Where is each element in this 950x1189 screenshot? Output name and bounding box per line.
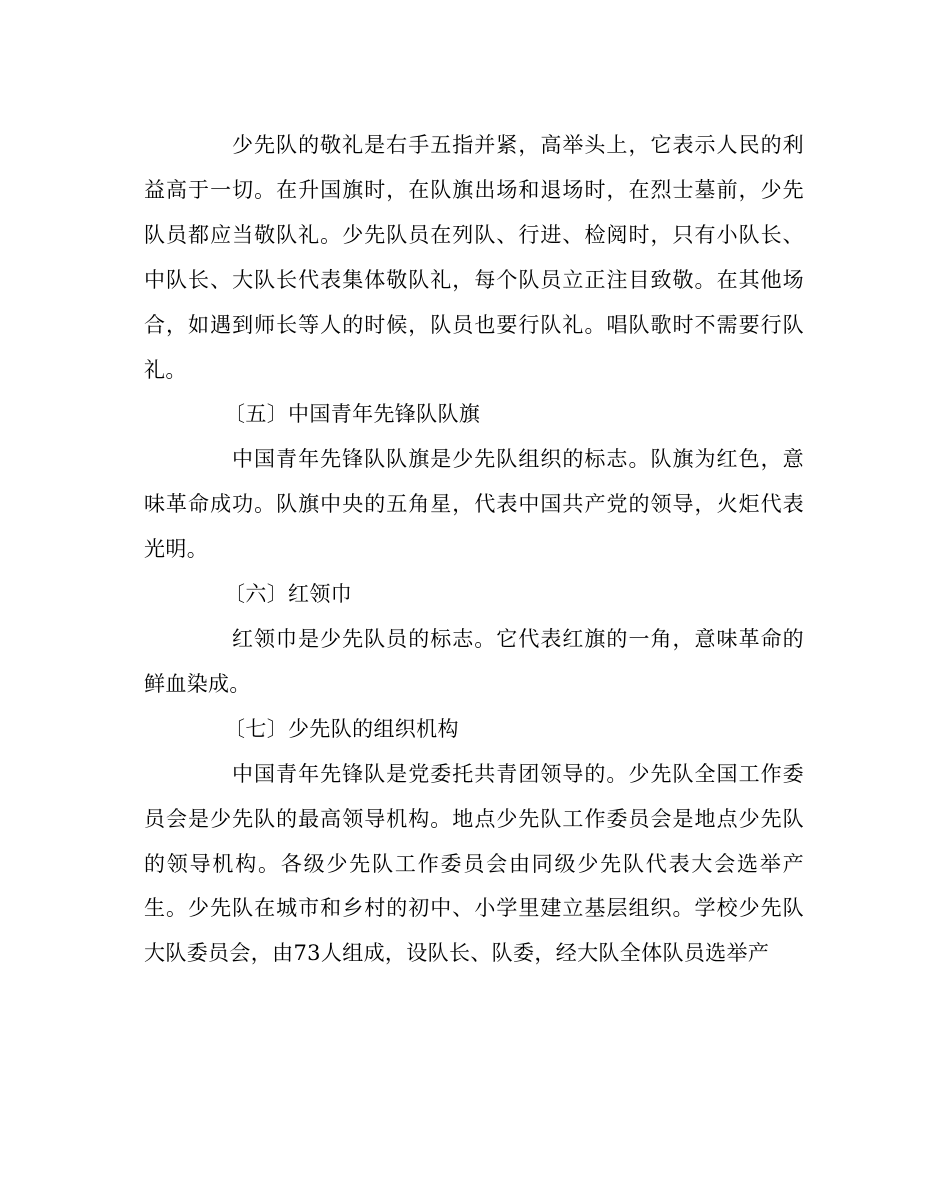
heading-organization: 〔七〕少先队的组织机构	[224, 716, 459, 741]
paragraph-flag: 中国青年先锋队队旗是少先队组织的标志。队旗为红色，意味革命成功。队旗中央的五角星，代表中国共产党的领导，火炬代表光明。	[144, 447, 804, 562]
heading-red-scarf: 〔六〕红领巾	[224, 582, 353, 607]
paragraph-red-scarf: 红领巾是少先队员的标志。它代表红旗的一角，意味革命的鲜血染成。	[144, 626, 804, 696]
paragraph-organization: 中国青年先锋队是党委托共青团领导的。少先队全国工作委员会是少先队的最高领导机构。地点少先队工作委员会是地点少先队的领导机构。各级少先队工作委员会由同级少先队代表大会选举产生。少先队在城市和乡村的初中、小学里建立基层组织。学校少先队大队委员会，由73人组成，设队长、队委，经大队全体队员选举产	[144, 761, 804, 966]
document-body	[144, 123, 804, 976]
heading-flag: 〔五〕中国青年先锋队队旗	[224, 402, 481, 427]
paragraph-salute: 少先队的敬礼是右手五指并紧，高举头上，它表示人民的利益高于一切。在升国旗时，在队旗出场和退场时，在烈士墓前，少先队员都应当敬队礼。少先队员在列队、行进、检阅时，只有小队长、中队长、大队长代表集体敬队礼，每个队员立正注目致敬。在其他场合，如遇到师长等人的时候，队员也要行队礼。唱队歌时不需要行队礼。	[144, 133, 804, 382]
